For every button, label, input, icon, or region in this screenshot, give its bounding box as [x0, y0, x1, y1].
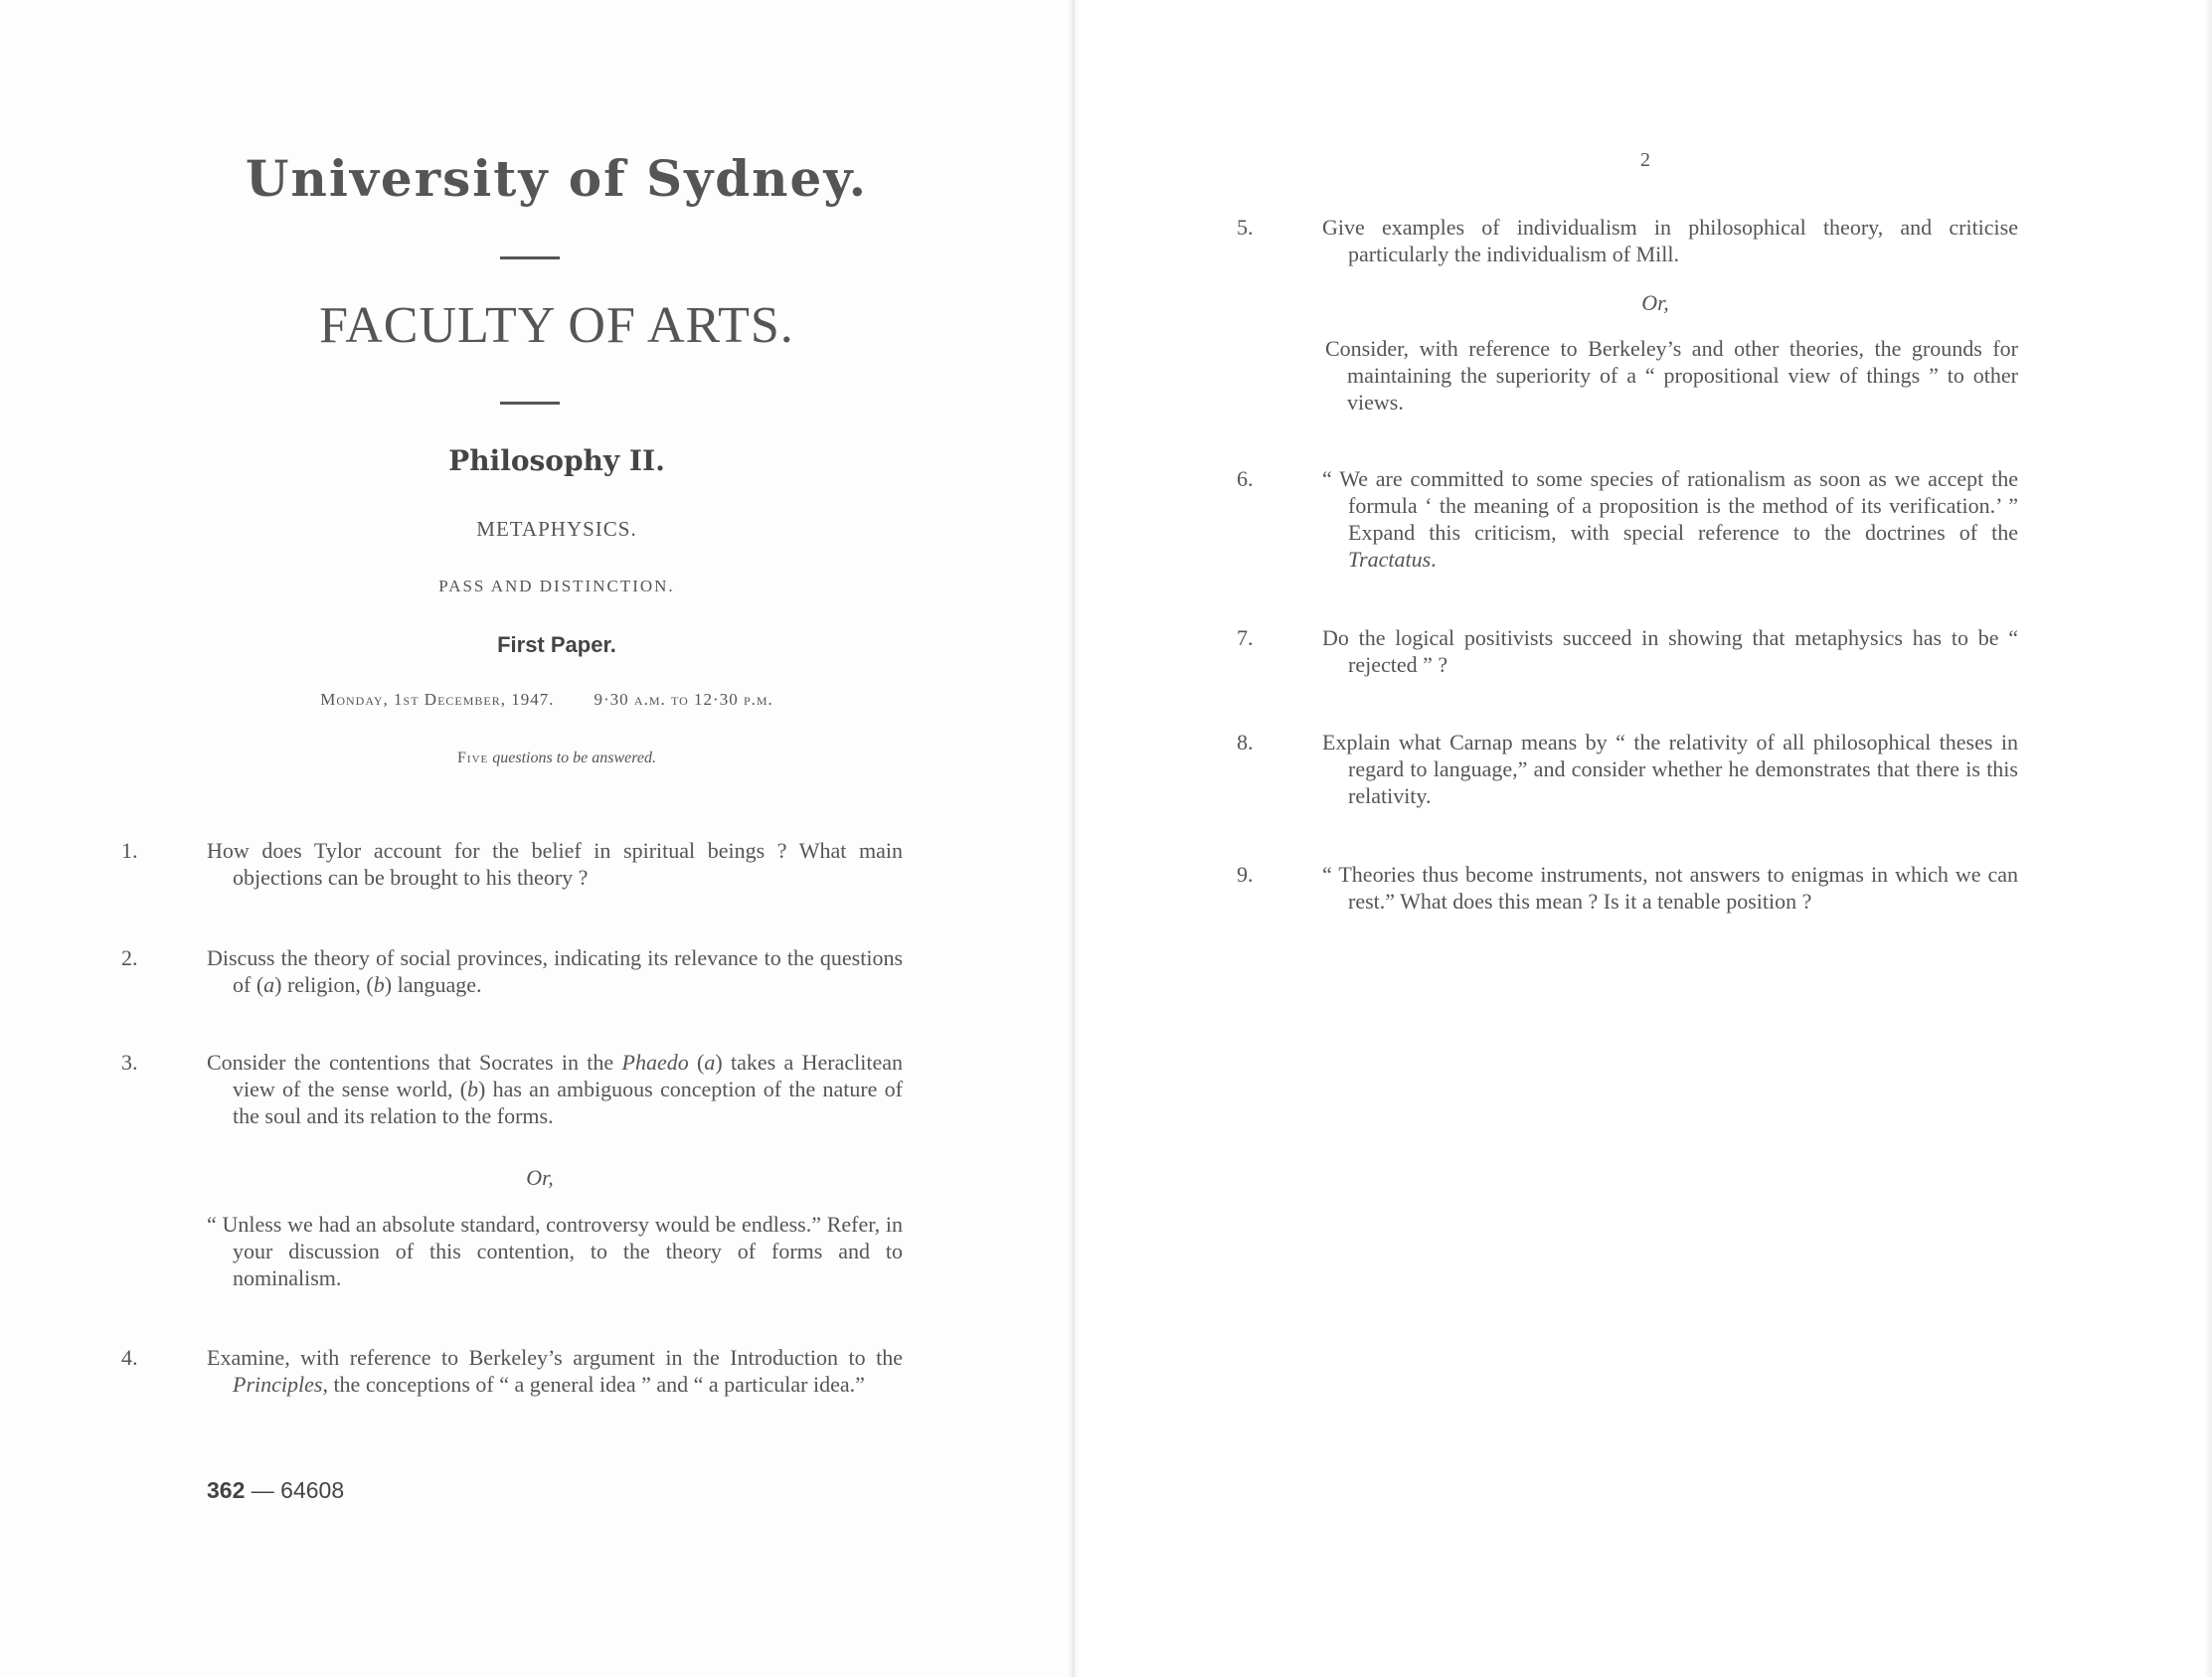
paper-label: First Paper.	[497, 632, 616, 657]
question-number: 9.	[1237, 862, 1254, 887]
question-text: How does Tylor account for the belief in spiritual beings ? What main objections can be brought to his theory ?	[207, 838, 903, 890]
institution-title: University of Sydney.	[245, 149, 869, 208]
exam-date: Monday, 1st December, 1947.	[320, 690, 555, 709]
question-number: 6.	[1237, 466, 1254, 491]
divider-rule	[500, 402, 560, 405]
page-number: 2	[1640, 149, 1650, 171]
page-edge	[2204, 0, 2212, 1677]
question-4: 4. Examine, with reference to Berkeley’s argument in the Introduction to the Principles, the conceptions of “ a general idea ” and “ a particular idea.”	[121, 1345, 903, 1397]
question-1	[121, 837, 903, 891]
faculty-heading: FACULTY OF ARTS.	[319, 297, 794, 354]
question-number: 3.	[121, 1050, 138, 1075]
level-label: PASS AND DISTINCTION.	[438, 577, 675, 595]
question-number: 1.	[121, 838, 138, 863]
question-5: 5. Give examples of individualism in philosophical theory, and criticise particularly the individualism of Mill.	[1237, 215, 2018, 266]
question-number: 7.	[1237, 625, 1254, 650]
question-3-alternative: “ Unless we had an absolute standard, controversy would be endless.” Refer, in your discussion of this contention, to the theory of forms and to nominalism.	[207, 1212, 903, 1290]
or-separator: Or,	[1641, 290, 1669, 315]
instruction-text: questions to be answered.	[492, 750, 656, 766]
paper-code: 362 — 64608	[207, 1477, 345, 1503]
page-fold	[1068, 0, 1080, 1677]
question-9: 9. “ Theories thus become instruments, not answers to enigmas in which we can rest.” What does this mean ? Is it a tenable position ?	[1237, 862, 2018, 914]
divider-rule	[500, 256, 560, 259]
question-5-alternative: Consider, with reference to Berkeley’s and other theories, the grounds for maintaining the superiority of a “ propositional view of things ” to other views.	[1325, 336, 2018, 415]
instruction-line	[229, 750, 885, 767]
question-number: 5.	[1237, 215, 1254, 240]
question-number: 2.	[121, 945, 138, 970]
exam-date-time	[199, 690, 895, 710]
question-3: 3. Consider the contentions that Socrates in the Phaedo (a) takes a Heraclitean view of the sense world, (b) has an ambiguous conception of the nature of the soul and its relation to the forms.	[121, 1050, 904, 1128]
exam-time: 9·30 a.m. to 12·30 p.m.	[594, 690, 773, 709]
question-7: 7. Do the logical positivists succeed in showing that metaphysics has to be “ rejected ” ?	[1237, 625, 2018, 677]
instruction-count: Five	[457, 750, 489, 766]
question-2: 2. Discuss the theory of social provinces, indicating its relevance to the questions of (a) religion, (b) language.	[121, 945, 903, 997]
question-number: 8.	[1237, 730, 1254, 755]
subject-heading: Philosophy II.	[448, 444, 665, 477]
or-separator: Or,	[526, 1165, 554, 1190]
subject-subtitle: METAPHYSICS.	[476, 517, 637, 541]
question-number: 4.	[121, 1345, 138, 1370]
question-6: 6. “ We are committed to some species of rationalism as soon as we accept the formula ‘ the meaning of a proposition is the method of its verification.’ ” Expand this criticism, with special reference to the doctrines of the Tractatus.	[1237, 466, 2018, 572]
question-8: 8. Explain what Carnap means by “ the relativity of all philosophical theses in regard to language,” and consider whether he demonstrates that there is this relativity.	[1237, 730, 2018, 808]
